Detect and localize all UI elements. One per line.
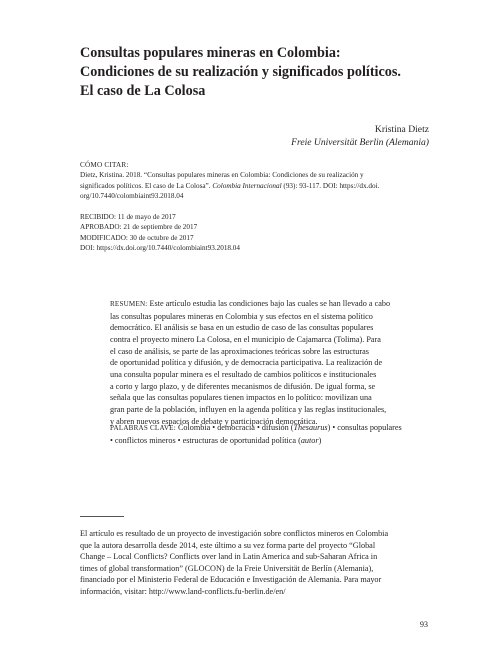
dates-block xyxy=(80,212,432,253)
footnote-line: El artículo es resultado de un proyecto de investigación sobre conflictos mineros en Colombia xyxy=(80,529,389,538)
citation-label: CÓMO CITAR: xyxy=(80,161,129,169)
keywords xyxy=(110,422,432,446)
abstract xyxy=(110,298,432,427)
abstract-line: las consultas populares mineras en Colombia y sus efectos en el sistema político xyxy=(110,311,373,321)
footnote-line: que la autora desarrolla desde 2014, este último a su vez forma parte del proyecto “Global xyxy=(80,540,376,550)
abstract-line: y abren nuevos espacios de debate y participación democrática. xyxy=(110,416,318,426)
author-block xyxy=(291,124,429,149)
title-line: El caso de La Colosa xyxy=(80,83,206,99)
footnote-line: Change – Local Conflicts? Conflicts over land in Latin America and sub-Saharan Africa in xyxy=(80,552,378,562)
title-line: Consultas populares mineras en Colombia: xyxy=(80,45,341,61)
modified-date: MODIFICADO: 30 de octubre de 2017 xyxy=(80,233,194,242)
abstract-line: democrático. El análisis se basa en un estudio de caso de las consultas populares xyxy=(110,323,374,333)
abstract-line: contra el proyecto minero La Colosa, en el municipio de Cajamarca (Tolima). Para xyxy=(110,334,381,344)
footnote-line: financiado por el Ministerio Federal de Educación e Investigación de Alemania. Para mayor xyxy=(80,575,382,585)
author-affiliation: Freie Universität Berlin (Alemania) xyxy=(291,136,429,148)
keywords-text: ) xyxy=(318,435,322,445)
keywords-text: • conflictos mineros • estructuras de oportunidad política ( xyxy=(110,435,301,445)
keywords-line xyxy=(110,422,432,435)
footnote xyxy=(80,528,432,598)
doi-line: DOI: https://dx.doi.org/10.7440/colombiaint93.2018.04 xyxy=(80,243,240,252)
received-date: RECIBIDO: 11 de mayo de 2017 xyxy=(80,213,176,221)
abstract-line: gran parte de la población, influyen en la agenda política y las reglas institucionales, xyxy=(110,404,387,414)
abstract-line: el caso de análisis, se parte de las aproximaciones teóricas sobre las estructuras xyxy=(110,346,369,356)
citation-line: Dietz, Kristina. 2018. “Consultas populares mineras en Colombia: Condiciones de su realización y xyxy=(80,171,364,180)
abstract-line: de oportunidad política y difusión, y de democracia participativa. La realización de xyxy=(110,358,383,368)
keywords-label: PALABRAS CLAVE: xyxy=(110,424,176,432)
abstract-line xyxy=(110,298,432,311)
journal-name: Colombia Internacional xyxy=(212,181,282,190)
abstract-text: Este artículo estudia las condiciones bajo las cuales se han llevado a cabo xyxy=(149,299,391,308)
keywords-text: ) • consultas populares xyxy=(327,423,402,432)
page-number: 93 xyxy=(419,620,428,629)
citation-block xyxy=(80,160,432,201)
keywords-source: Thesaurus xyxy=(293,423,328,432)
citation-line xyxy=(80,181,432,191)
abstract-line: una consulta popular minera es el resultado de cambios políticos e institucionales xyxy=(110,369,377,379)
footnote-line: información, visitar: http://www.land-conflicts.fu-berlin.de/en/ xyxy=(80,586,286,596)
keywords-text: Colombia • democracia • difusión ( xyxy=(177,423,294,432)
abstract-line: a corto y largo plazo, y de diferentes mecanismos de difusión. De igual forma, se xyxy=(110,381,376,391)
citation-text: (93): 93-117. DOI: https://dx.doi. xyxy=(283,181,380,190)
keywords-source: autor xyxy=(300,435,319,445)
citation-doi: org/10.7440/colombiaint93.2018.04 xyxy=(80,191,184,200)
abstract-line: señala que las consultas populares tienen impactos en lo político: movilizan una xyxy=(110,393,372,403)
author-name: Kristina Dietz xyxy=(374,124,429,135)
keywords-line xyxy=(110,435,432,447)
article-title xyxy=(80,44,440,101)
citation-text: significados políticos. El caso de La Colosa”. xyxy=(80,181,211,190)
title-line: Condiciones de su realización y significados políticos. xyxy=(80,64,401,80)
footnote-divider xyxy=(80,516,124,517)
footnote-line: times of global transformation” (GLOCON) de la Freie Universität de Berlín (Alemania), xyxy=(80,563,374,573)
approved-date: APROBADO: 21 de septiembre de 2017 xyxy=(80,223,198,232)
abstract-label: RESUMEN: xyxy=(110,300,148,308)
